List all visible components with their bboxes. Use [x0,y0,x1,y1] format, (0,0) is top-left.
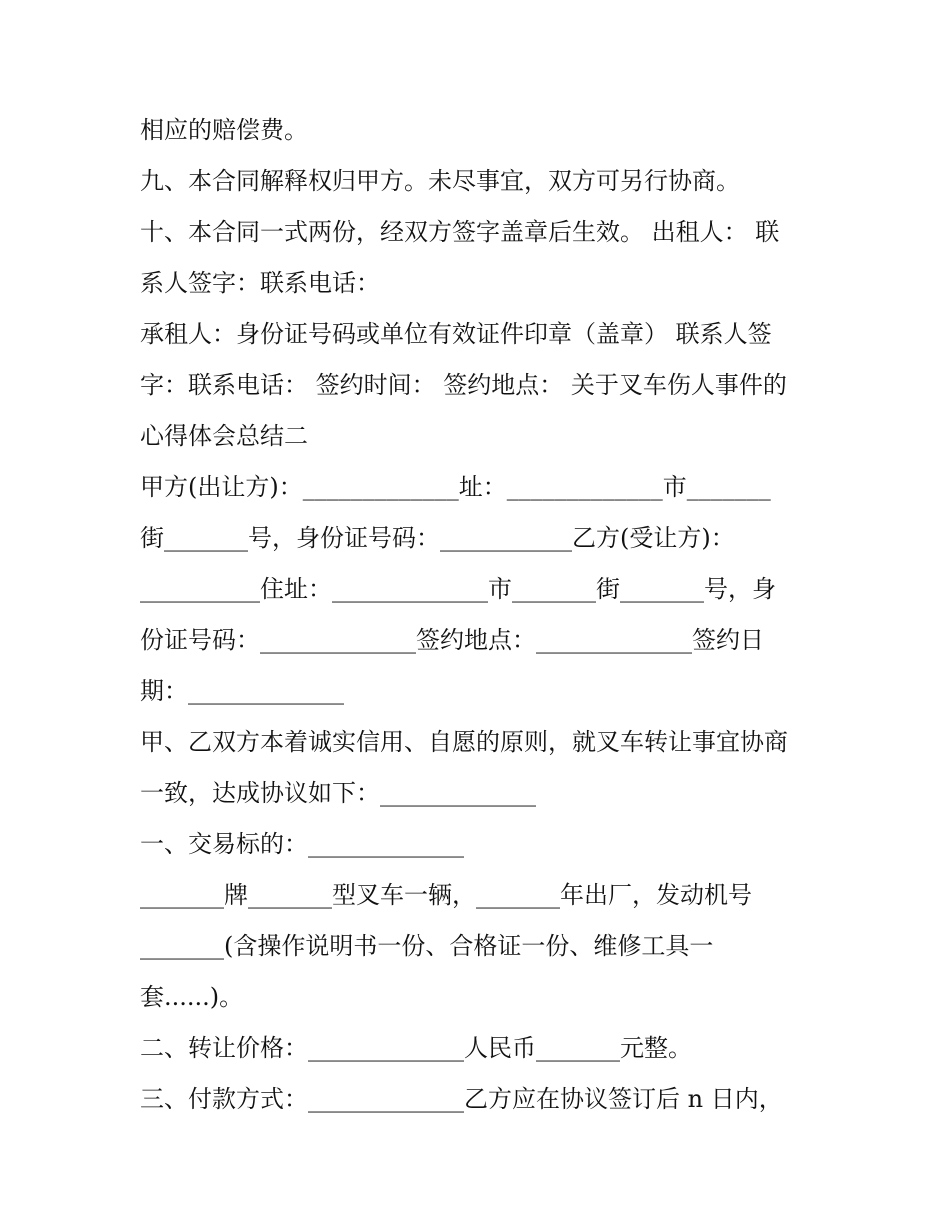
text-line: 三、付款方式：_____________乙方应在协议签订后 n 日内， [140,1085,783,1113]
document-body [140,105,820,1125]
text-line: 一、交易标的：_____________ [140,830,464,858]
text-line: 九、本合同解释权归甲方。未尽事宜，双方可另行协商。 [140,167,740,195]
text-line: 相应的赔偿费。 [140,116,308,144]
text-line: 心得体会总结二 [140,422,308,450]
text-line: 十、本合同一式两份，经双方签字盖章后生效。 出租人： 联 [140,218,780,246]
text-line: 字：联系电话： 签约时间： 签约地点： 关于叉车伤人事件的 [140,371,787,399]
text-line: 期：_____________ [140,677,344,705]
text-line: 二、转让价格：_____________人民币_______元整。 [140,1034,692,1062]
text-line: 承租人：身份证号码或单位有效证件印章（盖章） 联系人签 [140,320,772,348]
text-line: 街_______号，身份证号码：___________乙方(受让方)： [140,524,735,552]
text-line: _______(含操作说明书一份、合格证一份、维修工具一 [140,932,714,960]
text-line: 甲方(出让方)：_____________址：_____________市_______ [140,473,771,501]
text-line: _______牌_______型叉车一辆，_______年出厂，发动机号 [140,881,752,909]
text-line: 甲、乙双方本着诚实信用、自愿的原则，就叉车转让事宜协商 [140,728,788,756]
text-line: 套......)。 [140,983,244,1011]
text-line: __________住址：_____________市_______街_______号，身 [140,575,776,603]
text-line: 系人签字：联系电话： [140,269,380,297]
text-line: 份证号码：_____________签约地点：_____________签约日 [140,626,764,654]
text-line: 一致，达成协议如下：_____________ [140,779,536,807]
